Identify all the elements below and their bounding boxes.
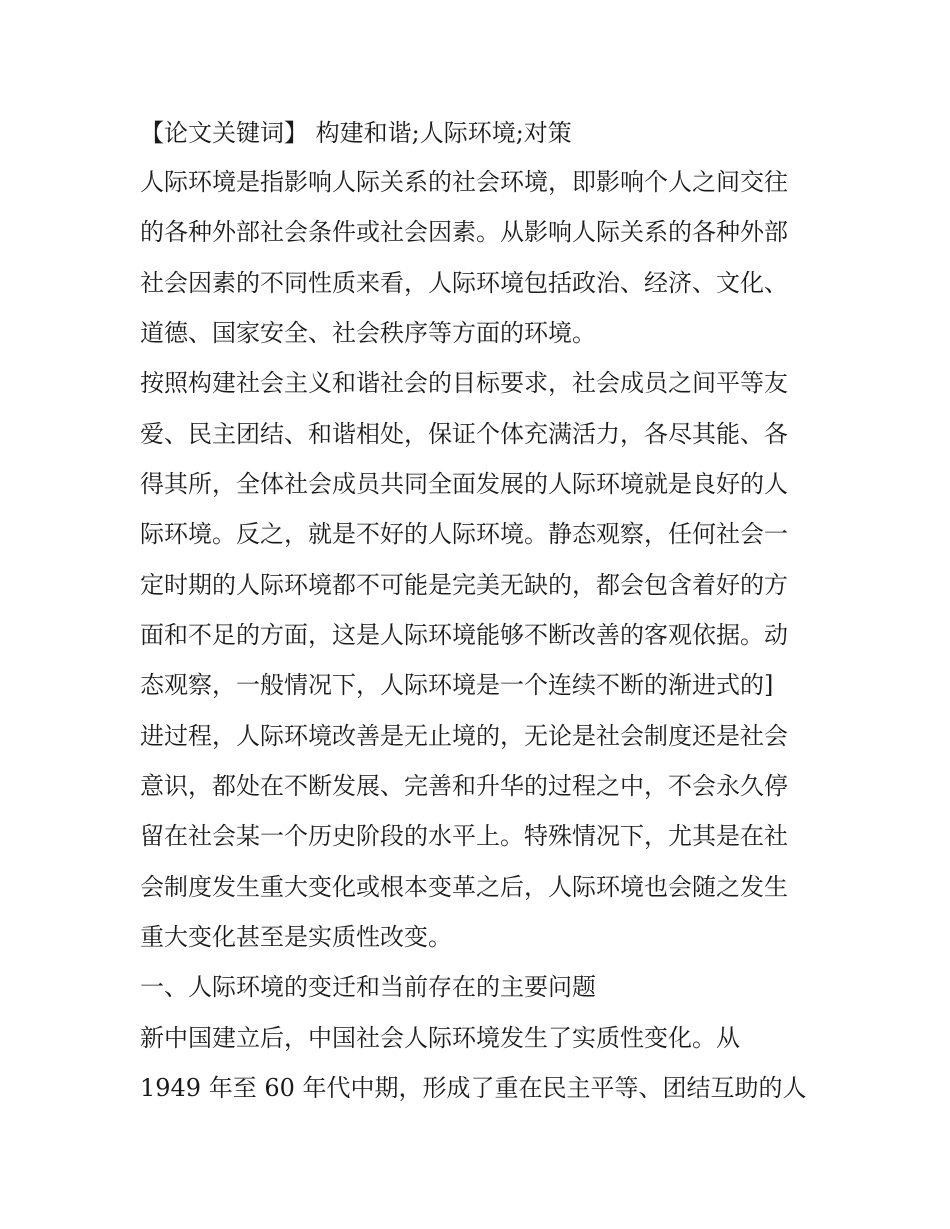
paragraph-line: 人际环境是指影响人际关系的社会环境，即影响个人之间交往	[140, 168, 788, 196]
paragraph-line: 定时期的人际环境都不可能是完美无缺的，都会包含着好的方	[140, 571, 788, 599]
section-heading: 一、人际环境的变迁和当前存在的主要问题	[140, 973, 596, 1001]
paragraph-line: 意识，都处在不断发展、完善和升华的过程之中，不会永久停	[140, 772, 788, 800]
paragraph-line: 1949 年至 60 年代中期，形成了重在民主平等、团结互助的人	[140, 1074, 807, 1102]
paragraph-line: 的各种外部社会条件或社会因素。从影响人际关系的各种外部	[140, 218, 788, 246]
paragraph-line: 进过程，人际环境改善是无止境的，无论是社会制度还是社会	[140, 722, 788, 750]
paragraph-line: 得其所，全体社会成员共同全面发展的人际环境就是良好的人	[140, 470, 788, 498]
paragraph-line: 按照构建社会主义和谐社会的目标要求，社会成员之间平等友	[140, 369, 788, 397]
paragraph-line: 重大变化甚至是实质性改变。	[140, 923, 452, 951]
paragraph-line: 面和不足的方面，这是人际环境能够不断改善的客观依据。动	[140, 621, 788, 649]
paragraph-line: 爱、民主团结、和谐相处，保证个体充满活力，各尽其能、各	[140, 420, 788, 448]
keywords-line: 【论文关键词】 构建和谐;人际环境;对策	[140, 119, 572, 147]
paragraph-line: 际环境。反之，就是不好的人际环境。静态观察，任何社会一	[140, 520, 788, 548]
paragraph-line: 新中国建立后，中国社会人际环境发生了实质性变化。从	[140, 1024, 740, 1052]
paragraph-line: 态观察，一般情况下，人际环境是一个连续不断的渐进式的]	[140, 671, 774, 699]
paragraph-line: 留在社会某一个历史阶段的水平上。特殊情况下，尤其是在社	[140, 822, 788, 850]
paragraph-line: 会制度发生重大变化或根本变革之后，人际环境也会随之发生	[140, 873, 788, 901]
paragraph-line: 道德、国家安全、社会秩序等方面的环境。	[140, 319, 596, 347]
paragraph-line: 社会因素的不同性质来看，人际环境包括政治、经济、文化、	[140, 269, 788, 297]
